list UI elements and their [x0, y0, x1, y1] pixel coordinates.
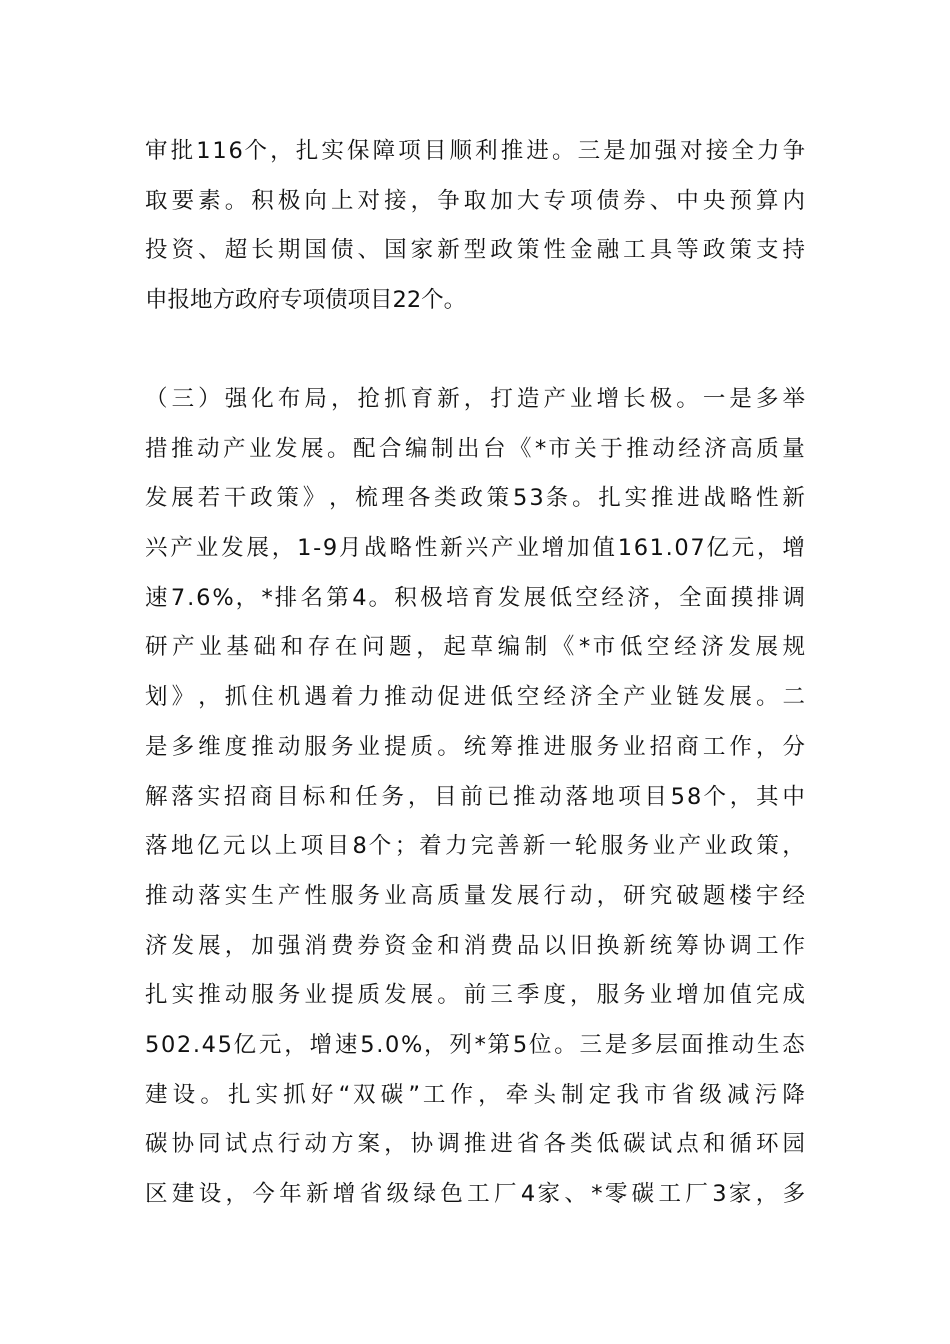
text-line: 措 推 动 产 业 发 展 。 配 合 编 制 出 台 《 * 市 关 于 推 动 经 济 高 质 量	[145, 435, 805, 462]
text-line: 申报地方政府专项债项目22个。	[145, 287, 467, 314]
paragraph-industry-growth	[145, 375, 805, 1220]
paragraph-project-support	[145, 127, 805, 326]
text-line: 投 资 、 超 长 期 国 债 、 国 家 新 型 政 策 性 金 融 工 具 等 政 策 支 持	[145, 237, 806, 264]
text-line: 落 地 亿 元 以 上 项 目 8 个 ； 着 力 完 善 新 一 轮 服 务 业 产 业 政 策 ，	[145, 833, 805, 860]
text-line: 取 要 素 。 积 极 向 上 对 接 ， 争 取 加 大 专 项 债 券 、 中 央 预 算 内	[145, 187, 806, 214]
text-line: 兴 产 业 发 展 ， 1 - 9 月 战 略 性 新 兴 产 业 增 加 值 1 6 1 . 0 7 亿 元 ， 增	[145, 535, 805, 562]
text-line: 5 0 2 . 4 5 亿 元 ， 增 速 5 . 0 % ， 列 * 第 5 位 。 三 是 多 层 面 推 动 生 态	[145, 1031, 805, 1058]
text-line: 区 建 设 ， 今 年 新 增 省 级 绿 色 工 厂 4 家 、 * 零 碳 工 厂 3 家 ， 多	[145, 1181, 806, 1207]
section-heading-line: （ 三 ） 强 化 布 局 ， 抢 抓 育 新 ， 打 造 产 业 增 长 极 。 一 是 多 举	[145, 386, 806, 412]
text-line: 划 》 ， 抓 住 机 遇 着 力 推 动 促 进 低 空 经 济 全 产 业 链 发 展 。 二	[145, 684, 806, 711]
text-line: 研 产 业 基 础 和 存 在 问 题 ， 起 草 编 制 《 * 市 低 空 经 济 发 展 规	[145, 634, 806, 661]
text-line: 扎 实 推 动 服 务 业 提 质 发 展 。 前 三 季 度 ， 服 务 业 增 加 值 完 成	[145, 982, 806, 1009]
text-line: 建 设 。 扎 实 抓 好 “ 双 碳 ” 工 作 ， 牵 头 制 定 我 市 省 级 减 污 降	[145, 1081, 805, 1108]
text-line: 济 发 展 ， 加 强 消 费 券 资 金 和 消 费 品 以 旧 换 新 统 筹 协 调 工 作	[145, 932, 806, 959]
text-line: 是 多 维 度 推 动 服 务 业 提 质 。 统 筹 推 进 服 务 业 招 商 工 作 ， 分	[145, 733, 806, 760]
text-line: 碳 协 同 试 点 行 动 方 案 ， 协 调 推 进 省 各 类 低 碳 试 点 和 循 环 园	[145, 1131, 806, 1158]
text-line: 发 展 若 干 政 策 》 ， 梳 理 各 类 政 策 5 3 条 。 扎 实 推 进 战 略 性 新	[145, 485, 805, 512]
text-line: 速 7 . 6 % ， * 排 名 第 4 。 积 极 培 育 发 展 低 空 经 济 ， 全 面 摸 排 调	[145, 584, 806, 611]
text-line: 推 动 落 实 生 产 性 服 务 业 高 质 量 发 展 行 动 ， 研 究 破 题 楼 宇 经	[145, 882, 806, 909]
text-line: 解 落 实 招 商 目 标 和 任 务 ， 目 前 已 推 动 落 地 项 目 5 8 个 ， 其 中	[145, 783, 805, 810]
text-line: 审 批 1 1 6 个 ， 扎 实 保 障 项 目 顺 利 推 进 。 三 是 加 强 对 接 全 力 争	[145, 138, 806, 164]
